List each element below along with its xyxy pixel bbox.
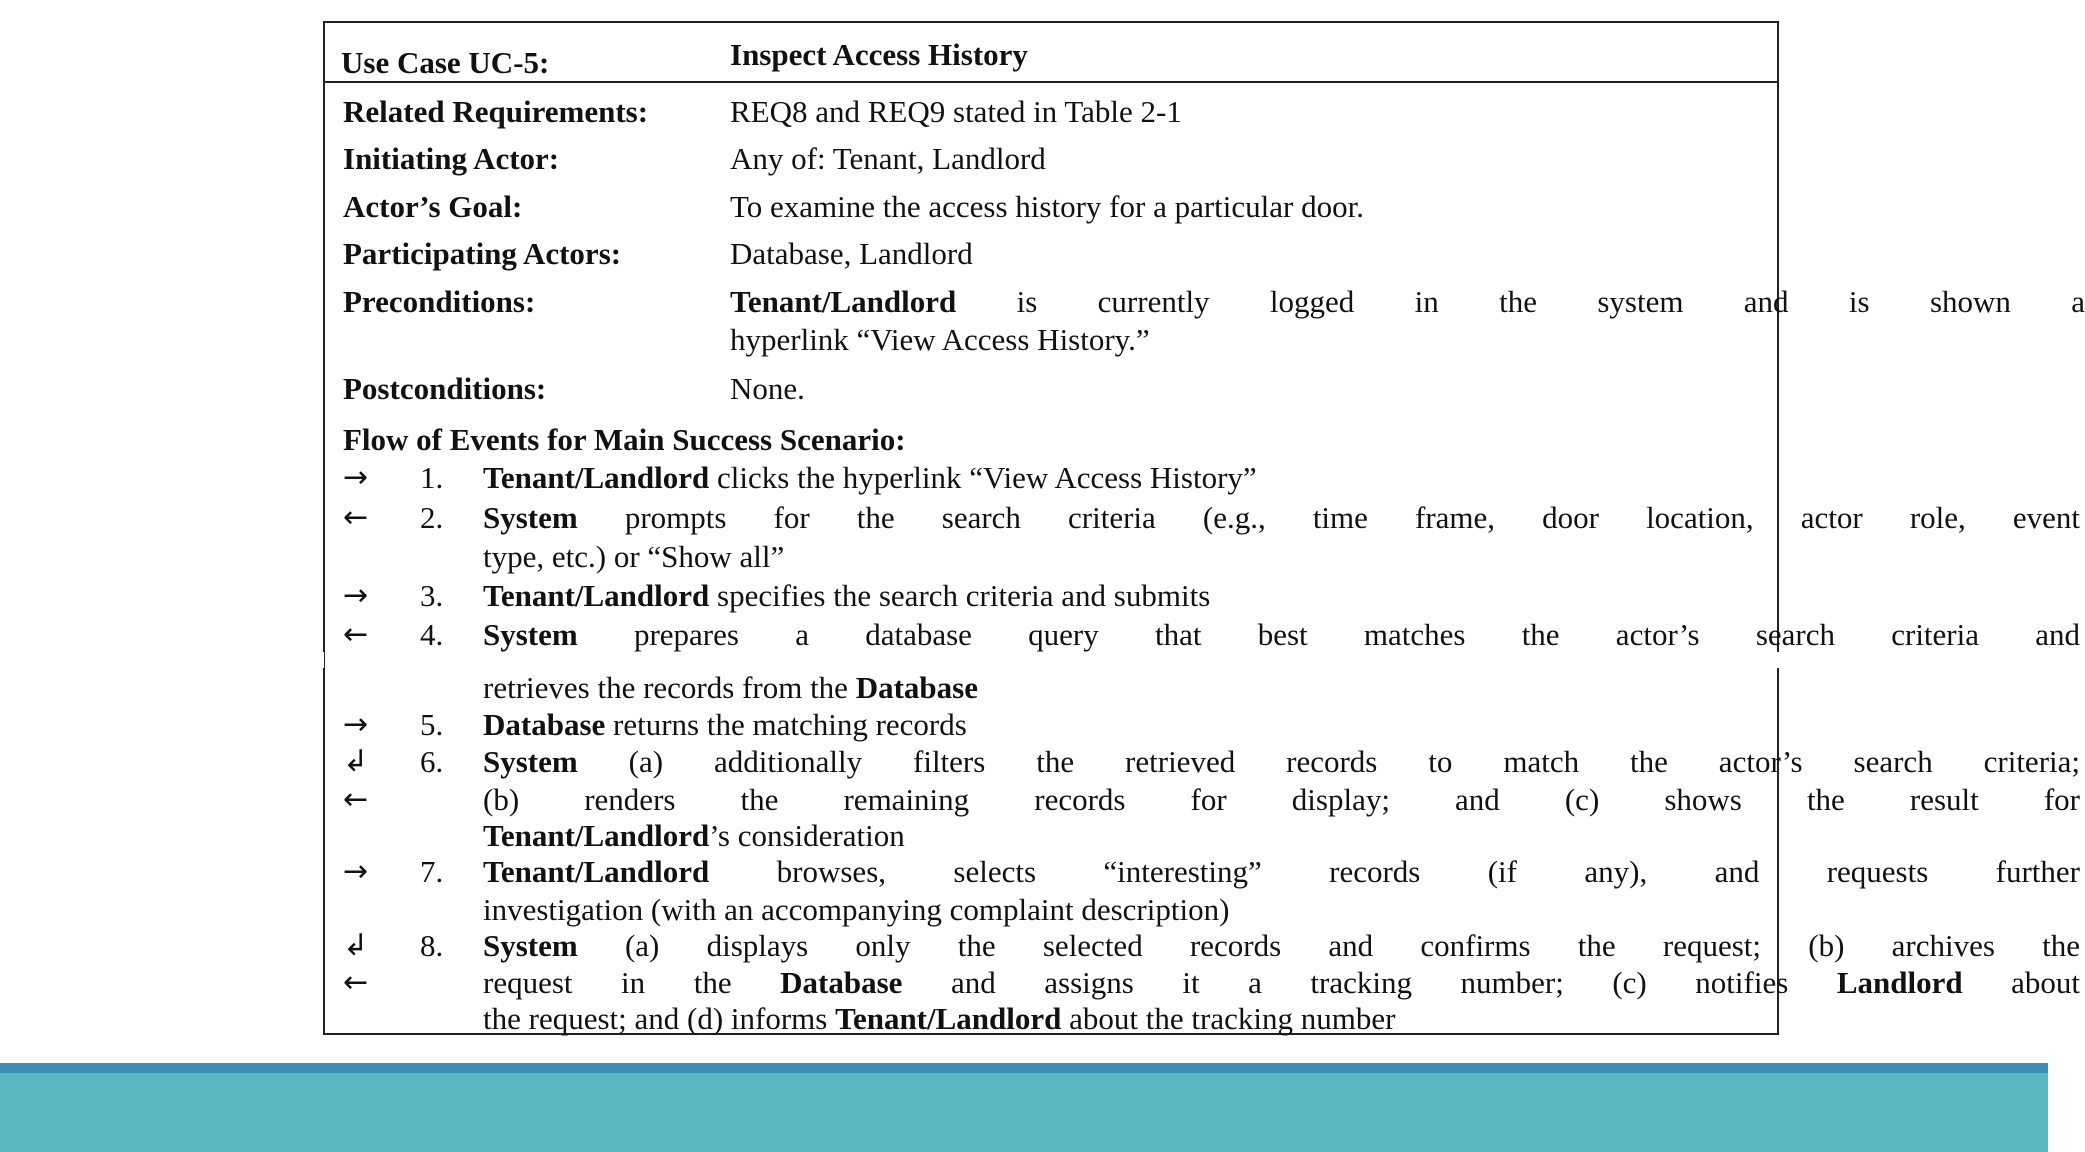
right-arrow-icon: → [343,460,369,495]
step-6-line2: (b) renders the remaining records for display; and (c) shows the result for [483,782,2080,817]
step-7 [483,853,2080,891]
right-arrow-icon: → [343,578,369,613]
step-text: request in the [483,965,732,1000]
left-arrow-icon: ← [343,617,369,652]
participating-actors-value: Database, Landlord [730,236,973,271]
footer-accent-line [0,1063,2048,1073]
step-6-line3 [483,818,905,854]
participating-actors-label: Participating Actors: [343,236,622,271]
loop-arrow-icon: ↲ [343,928,369,963]
step-actor: Tenant/Landlord [483,578,710,613]
preconditions-line1 [730,282,2085,322]
step-text: about [2011,965,2081,1000]
step-actor: Landlord [1836,965,1963,1000]
step-actor: System [483,500,578,535]
step-text: prompts for the search criteria (e.g., time frame, door location, actor role, event [624,500,2081,535]
step-actor: Database [780,965,903,1000]
step-number: 6. [420,744,444,779]
initiating-actor-label: Initiating Actor: [343,141,560,176]
step-8-line3 [483,1001,1395,1037]
step-text: specifies the search criteria and submits [717,578,1211,613]
step-actor: Tenant/Landlord [835,1001,1062,1036]
preconditions-text: is currently logged in the system and is shown a [1016,284,2085,319]
step-text: (a) additionally filters the retrieved records to match the actor’s search criteria; [628,744,2080,779]
step-actor: System [483,744,578,779]
postconditions-label: Postconditions: [343,371,547,406]
preconditions-actor: Tenant/Landlord [730,284,957,319]
step-number: 2. [420,500,444,535]
preconditions-label: Preconditions: [343,284,536,319]
step-actor: Tenant/Landlord [483,854,710,889]
border-gap [1776,652,1782,668]
slide-footer-band [0,1073,2048,1152]
step-4-cont [483,670,978,706]
step-7-cont: investigation (with an accompanying complaint description) [483,892,1230,927]
step-number: 8. [420,928,444,963]
step-8-line2 [483,964,2080,1002]
step-actor: Database [483,707,606,742]
actors-goal-label: Actor’s Goal: [343,189,523,224]
border-gap [318,652,324,668]
step-text: retrieves the records from the [483,670,848,705]
use-case-title: Inspect Access History [730,37,1028,72]
step-8 [483,927,2080,965]
step-text: browses, selects “interesting” records (if any), and requests further [776,854,2081,889]
step-text: (a) displays only the selected records and confirms the request; (b) archives the [624,928,2080,963]
left-arrow-icon: ← [343,500,369,535]
step-text: clicks the hyperlink “View Access History” [717,460,1257,495]
flow-heading: Flow of Events for Main Success Scenario: [343,422,906,457]
step-3 [483,578,1210,614]
step-4 [483,616,2080,654]
step-text: and assigns it a tracking number; (c) notifies [950,965,1789,1000]
related-requirements-label: Related Requirements: [343,94,649,129]
left-arrow-icon: ← [343,782,369,817]
step-number: 7. [420,854,444,889]
step-actor: Database [855,670,978,705]
preconditions-line2: hyperlink “View Access History.” [730,322,1150,357]
step-text: the request; and (d) informs [483,1001,828,1036]
use-case-header [325,23,1777,83]
step-1 [483,460,1257,496]
step-2-cont: type, etc.) or “Show all” [483,539,785,574]
use-case-table [323,21,2085,1036]
step-actor: Tenant/Landlord [483,460,710,495]
step-actor: Tenant/Landlord [483,818,710,853]
step-actor: System [483,617,578,652]
step-number: 1. [420,460,444,495]
left-arrow-icon: ← [343,965,369,1000]
initiating-actor-value: Any of: Tenant, Landlord [730,141,1046,176]
postconditions-value: None. [730,371,805,406]
step-number: 4. [420,617,444,652]
loop-arrow-icon: ↲ [343,744,369,779]
step-6 [483,743,2080,781]
actors-goal-value: To examine the access history for a particular door. [730,189,1364,224]
step-actor: System [483,928,578,963]
step-2 [483,499,2080,537]
step-text: returns the matching records [613,707,967,742]
right-arrow-icon: → [343,707,369,742]
step-number: 5. [420,707,444,742]
step-text: ’s consideration [709,818,905,853]
step-text: about the tracking number [1069,1001,1396,1036]
right-arrow-icon: → [343,854,369,889]
step-number: 3. [420,578,444,613]
step-text: prepares a database query that best matches the actor’s search criteria and [633,617,2081,652]
use-case-id: Use Case UC-5: [341,45,550,80]
related-requirements-value: REQ8 and REQ9 stated in Table 2-1 [730,94,1182,129]
step-5 [483,707,967,743]
